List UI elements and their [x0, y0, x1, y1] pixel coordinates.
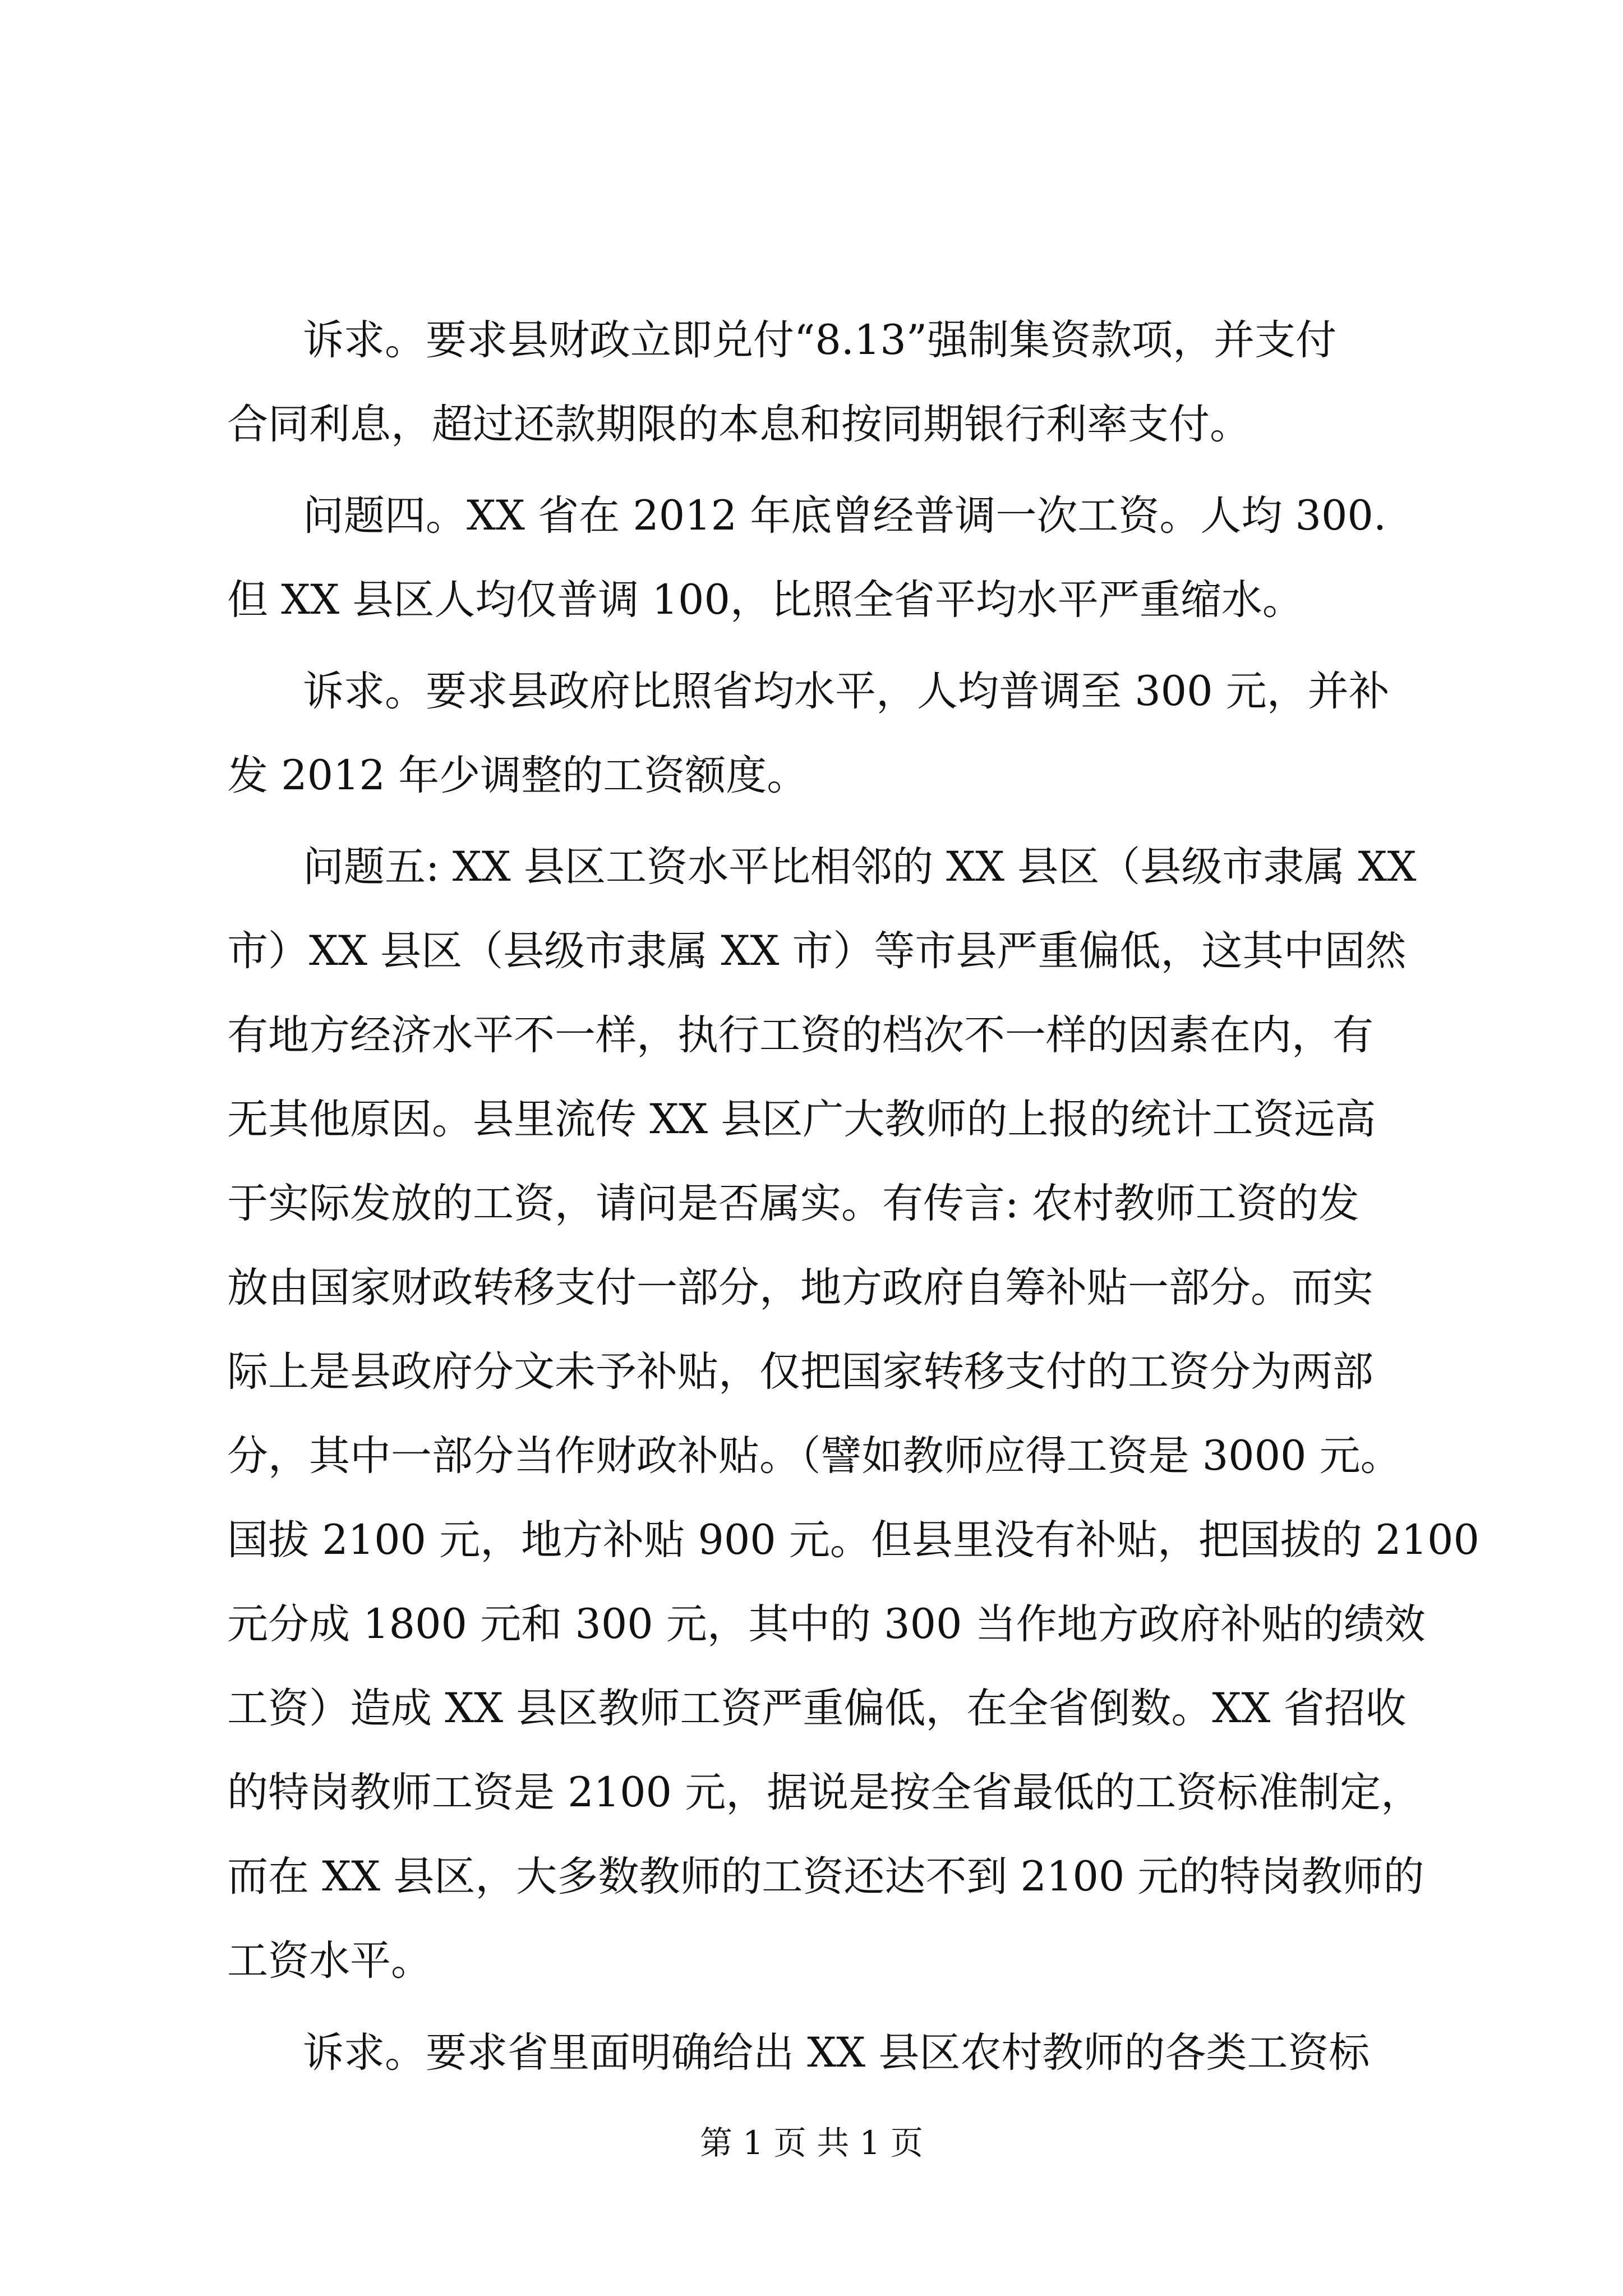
line-text: 但 XX 县区人均仅普调 100，比照全省平均水平严重缩水。	[227, 576, 1303, 624]
text-line	[0, 1243, 1623, 1333]
text-line	[0, 1496, 1623, 1585]
text-line	[0, 296, 1623, 385]
line-text: 诉求。要求县财政立即兑付“8.13”强制集资款项，并支付	[303, 316, 1337, 364]
text-line	[0, 991, 1623, 1080]
text-line	[0, 907, 1623, 996]
text-line	[0, 1075, 1623, 1165]
text-line	[0, 822, 1623, 912]
line-text: 问题五: XX 县区工资水平比相邻的 XX 县区（县级市隶属 XX	[303, 843, 1417, 891]
line-text: 国拔 2100 元，地方补贴 900 元。但县里没有补贴，把国拔的 2100	[227, 1516, 1479, 1564]
line-text: 于实际发放的工资，请问是否属实。有传言: 农村教师工资的发	[227, 1180, 1359, 1227]
text-line	[0, 731, 1623, 821]
text-line	[0, 1916, 1623, 2006]
text-line	[0, 1664, 1623, 1754]
line-text: 市）XX 县区（县级市隶属 XX 市）等市县严重偏低，这其中固然	[227, 927, 1407, 975]
line-text: 工资水平。	[227, 1937, 432, 1985]
line-text: 的特岗教师工资是 2100 元，据说是按全省最低的工资标准制定，	[227, 1769, 1422, 1816]
page-footer: 第 1 页 共 1 页	[700, 2124, 923, 2162]
text-line	[0, 1327, 1623, 1417]
line-text: 元分成 1800 元和 300 元，其中的 300 当作地方政府补贴的绩效	[227, 1600, 1426, 1648]
line-text: 放由国家财政转移支付一部分，地方政府自筹补贴一部分。而实	[227, 1264, 1373, 1312]
text-line	[0, 471, 1623, 561]
text-line	[0, 1580, 1623, 1669]
text-line	[0, 1832, 1623, 1922]
line-text: 分，其中一部分当作财政补贴。（譬如教师应得工资是 3000 元。	[227, 1432, 1401, 1480]
text-line	[0, 1411, 1623, 1501]
line-text: 有地方经济水平不一样，执行工资的档次不一样的因素在内，有	[227, 1011, 1373, 1059]
text-line	[0, 380, 1623, 470]
line-text: 际上是县政府分文未予补贴，仅把国家转移支付的工资分为两部	[227, 1348, 1373, 1396]
line-text: 诉求。要求省里面明确给出 XX 县区农村教师的各类工资标	[303, 2029, 1370, 2077]
text-line	[0, 2008, 1623, 2098]
line-text: 发 2012 年少调整的工资额度。	[227, 752, 808, 799]
text-line	[0, 1159, 1623, 1249]
line-text: 诉求。要求县政府比照省均水平，人均普调至 300 元，并补	[303, 668, 1390, 715]
line-text: 合同利息，超过还款期限的本息和按同期银行利率支付。	[227, 401, 1251, 448]
line-text: 问题四。XX 省在 2012 年底曾经普调一次工资。人均 300.	[303, 492, 1387, 540]
text-line	[0, 555, 1623, 645]
text-line	[0, 1748, 1623, 1838]
line-text: 无其他原因。县里流传 XX 县区广大教师的上报的统计工资远高	[227, 1096, 1376, 1143]
line-text: 而在 XX 县区，大多数教师的工资还达不到 2100 元的特岗教师的	[227, 1853, 1424, 1901]
line-text: 工资）造成 XX 县区教师工资严重偏低，在全省倒数。XX 省招收	[227, 1685, 1407, 1732]
text-line	[0, 647, 1623, 737]
